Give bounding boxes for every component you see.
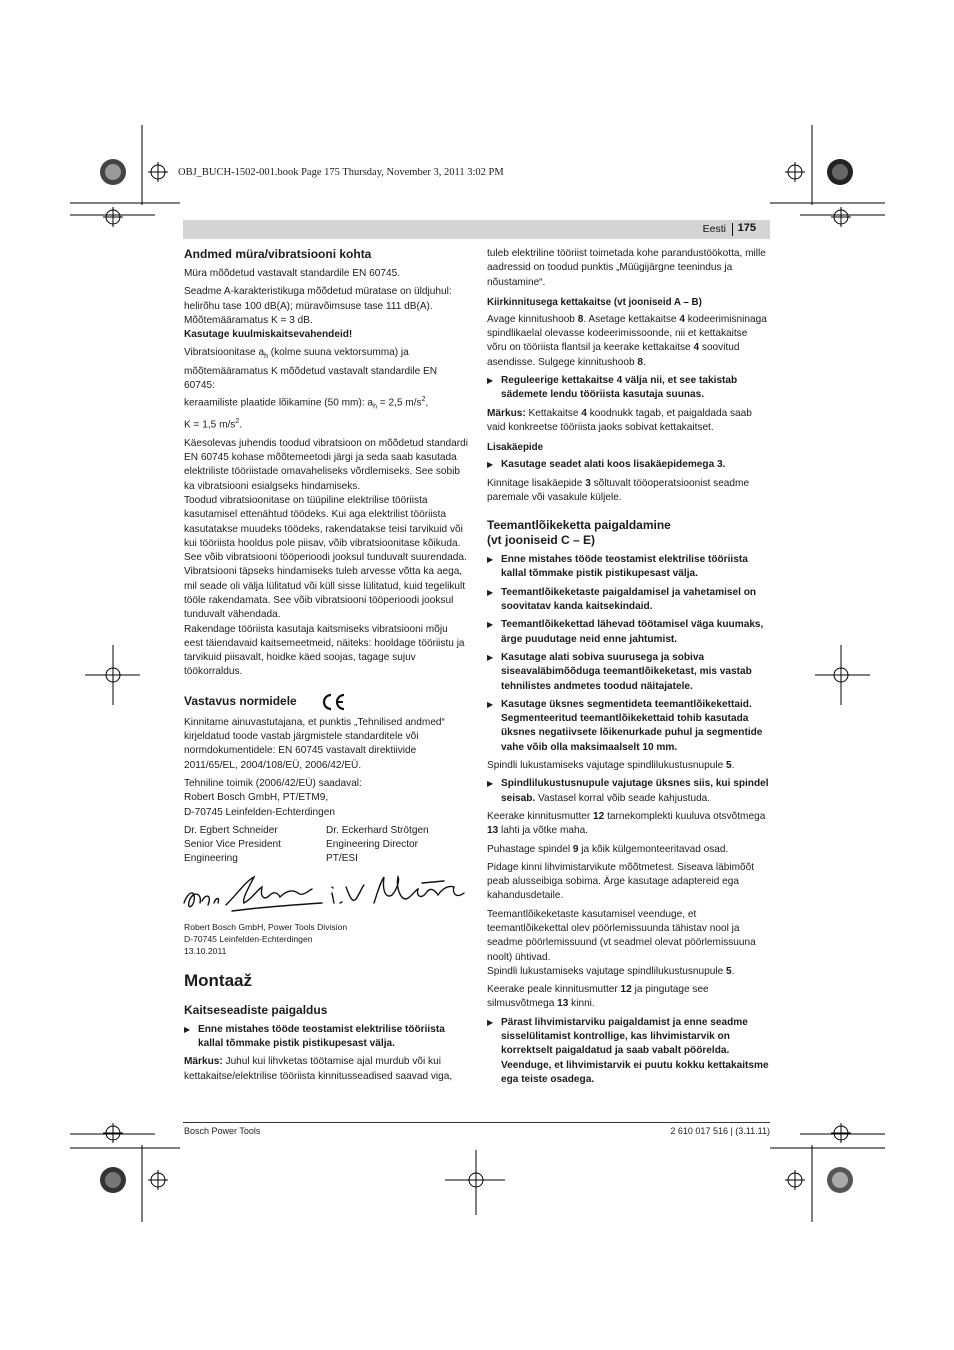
rotation-direction-note: Teemantlõikeketaste kasutamisel veenduge, et teemantlõikekettal olev pöörlemissuunda tähistav nool ja seadme pöörlemissuund (vt seadmel olevat pöörlemissuuna noolt) ühtivad. [487, 908, 756, 963]
noise-levels: Seadme A-karakteristikuga mõõdetud müratase on üldjuhul: helirõhu tase 100 dB(A); müravõimsuse tase 111 dB(A). Mõõtemääramatus K = 3 dB. [184, 286, 452, 326]
triangle-right-icon: ▶ [487, 652, 494, 662]
triangle-right-icon: ▶ [487, 620, 494, 630]
conformity-heading: Vastavus normidele [184, 693, 468, 711]
signer-schneider: Dr. Egbert Schneider Senior Vice President Engineering [184, 824, 281, 865]
diamond-warning-unplug: ▶ Enne mistahes tööde teostamist elektrilise tööriista kallal tõmmake pistik pistikupesast välja. [487, 554, 748, 580]
technical-file: Tehniline toimik (2006/42/EÜ) saadaval: Robert Bosch GmbH, PT/ETM9, D-70745 Leinfelden-Echterdingen [184, 777, 362, 818]
signatories [184, 824, 468, 867]
diamond-disc-heading: Teemantlõikeketta paigaldamine (vt jooniseid C – E) [487, 518, 671, 548]
quick-clamp-heading: Kiirkinnitusega kettakaitse (vt jooniseid A – B) [487, 296, 702, 308]
final-check-warning: ▶ Pärast lihvimistarviku paigaldamist ja enne seadme sisselülitamist kontrollige, kas lihvimistarvik on korrektselt paigaldatud ja saab vabalt pöörelda. Veenduge, et lihvimistarvik ei puutu kokku kettakaitsme ega teiste osadega. [487, 1016, 769, 1085]
aux-handle-instructions: Kinnitage lisakäepide 3 sõltuvalt tööoperatsioonist seadme paremale või vasakule küljele. [487, 477, 750, 503]
handwritten-signatures [182, 873, 466, 915]
noise-standard: Müra mõõdetud vastavalt standardile EN 60745. [184, 268, 401, 279]
vibration-para-1: Käesolevas juhendis toodud vibratsioon on mõõdetud standardi EN 60745 kohase mõõtemeetodi järgi ja seda saab kasutada elektriliste tööriistade omavaheliseks võrdlemiseks. See sobib ka vibratsiooni esialgseks hindamiseks. [184, 437, 468, 492]
header-divider [732, 223, 733, 236]
diamond-warning-gloves: ▶ Teemantlõikeketaste paigaldamisel ja vahetamisel on soovitatav kanda kaitsekindaid. [487, 586, 757, 613]
unplug-warning: ▶ Enne mistahes tööde teostamist elektrilise tööriista kallal tõmmake pistik pistikupesast välja. [184, 1023, 445, 1050]
signer-stroetgen: Dr. Eckerhard Strötgen Engineering Director PT/ESI [326, 824, 429, 865]
conformity-statement: Kinnitame ainuvastutajana, et punktis „Tehnilised andmed“ kirjeldatud toode vastab järgmistele standarditele või normdokumentidele: EN 60745 vastavalt direktiivide 2011/65/EL, 2004/108/EÜ, 2006/42/EÜ. [184, 716, 445, 771]
diamond-warning-hot: ▶ Teemantlõikekettad lähevad töötamisel väga kuumaks, ärge puudutage neid enne jahtumist. [487, 619, 764, 645]
guard-heading: Kaitseseadiste paigaldus [184, 1002, 328, 1017]
triangle-right-icon: ▶ [487, 699, 494, 709]
diamond-warning-segments: ▶ Kasutage üksnes segmentideta teemantlõikekettaid. Segmenteeritud teemantlõikekettaid tohib kasutada üksnes negatiivsete lõikenurkade puhul ja segmentide vahe võib olla maksimaalselt 10 mm. [487, 698, 763, 753]
repair-continuation: tuleb elektriline tööriist toimetada kohe parandustöökotta, mille aadressid on toodud punktis „Müügijärgne teenindus ja nõustamine“. [487, 248, 766, 288]
assembly-heading: Montaaž [184, 970, 252, 990]
dimensions-note: Pidage kinni lihvimistarvikute mõõtmetest. Siseava läbimõõt peab alusseibiga sobima. Ärge kasutage adaptereid ega kahandusdetaile. [487, 861, 755, 902]
triangle-right-icon: ▶ [487, 587, 494, 597]
triangle-right-icon: ▶ [487, 779, 494, 789]
nut-tighten-step: Keerake peale kinnitusmutter 12 ja pingutage see silmusvõtmega 13 kinni. [487, 984, 709, 1010]
aux-handle-heading: Lisakäepide [487, 442, 544, 454]
triangle-right-icon: ▶ [487, 1017, 494, 1027]
nut-removal-step: Keerake kinnitusmutter 12 tarnekomplekti kuuluva otsvõtmega 13 lahti ja võtke maha. [487, 810, 766, 837]
noise-heading: Andmed müra/vibratsiooni kohta [184, 247, 372, 261]
triangle-right-icon: ▶ [487, 460, 494, 470]
footer-doc-number: 2 610 017 516 | (3.11.11) [670, 1126, 770, 1136]
ce-mark-icon [320, 693, 346, 711]
triangle-right-icon: ▶ [184, 1024, 191, 1034]
footer-rule [183, 1122, 770, 1123]
vibration-para-3: Vibratsiooni täpseks hindamiseks tuleb arvesse võtta ka aega, mil seade oli välja lülitatud või küll sisse lülitatud, kuid tegelikult tööle rakendamata. See võib vibratsiooni tööperioodi jooksul tunduvalt vähendada. [184, 566, 466, 621]
footer-brand: Bosch Power Tools [184, 1126, 261, 1136]
triangle-right-icon: ▶ [487, 376, 494, 386]
spindle-lock-warning: ▶ Spindlilukustusnupule vajutage üksnes siis, kui spindel seisab. Vastasel korral võib seade kahjustuda. [487, 778, 769, 804]
spindle-clean-step: Puhastage spindel 9 ja kõik külgemonteeritavad osad. [487, 843, 729, 855]
page-header [183, 220, 770, 239]
diamond-warning-size: ▶ Kasutage alati sobiva suurusega ja sobiva siseavaläbimõõduga teemantlõikeketast, mis vastab tehnilistes andmetes toodud näitajatele. [487, 651, 752, 692]
right-column [487, 247, 769, 1091]
spindle-lock-step: Spindli lukustamiseks vajutage spindlilukustusnupule 5. [487, 760, 735, 772]
spindle-lock-step-2: Spindli lukustamiseks vajutage spindlilukustusnupule 5. [487, 965, 735, 977]
vibration-uncertainty: K = 1,5 $m/s^2$. [184, 418, 243, 431]
aux-handle-warning: ▶ Kasutage seadet alati koos lisakäepidemega 3. [487, 458, 769, 472]
left-column [184, 247, 468, 1088]
quick-clamp-instructions: Avage kinnitushoob 8. Asetage kettakaitse 4 kodeerimisninaga spindlikaelal olevasse kodeerimissoonde, nii et kettakaitse võru on tööriista flantsil ja keerake kettakaitse 4 soovitud asendisse. Sulgege kinnitushoob 8. [487, 313, 767, 368]
hearing-protection-warning: Kasutage kuulmiskaitsevahendeid! [184, 329, 353, 341]
guard-adjust-warning: ▶ Reguleerige kettakaitse 4 välja nii, et see takistab sädemete lendu tööriista kasutaja suunas. [487, 375, 738, 401]
triangle-right-icon: ▶ [487, 555, 494, 565]
guard-note: Märkus: Juhul kui lihvketas töötamise ajal murdub või kui kettakaitse/elektrilise tööriista kinnitusseadised saavad viga, [184, 1056, 453, 1082]
company-address: Robert Bosch GmbH, Power Tools Division D-70745 Leinfelden-Echterdingen 13.10.2011 [184, 921, 348, 956]
header-page-number: 175 [737, 222, 756, 234]
header-language: Eesti [702, 223, 726, 235]
guard-coding-note: Märkus: Kettakaitse 4 koodnukk tagab, et paigaldada saab vaid konkreetse tööriista jaoks sobivat kettakaitset. [487, 407, 752, 433]
vibration-intro: Vibratsioonitase $a_h$ (kolme suuna vektorsumma) ja mõõtemääramatus K mõõdetud vastavalt standardile EN 60745: [184, 347, 438, 392]
vibration-para-2: Toodud vibratsioonitase on tüüpiline elektrilise tööriista kasutamisel ettenähtud töödeks. Kui aga elektrilist tööriista kasutatakse muudeks töödeks, rakendatakse teisi tarvikuid või kui tööriista hooldus pole piisav, võib vibratsioonitase kõikuda. See võib vibratsiooni tööperioodi jooksul tunduvalt suurendada. [184, 494, 467, 564]
book-file-line: OBJ_BUCH-1502-001.book Page 175 Thursday, November 3, 2011 3:02 PM [178, 167, 504, 178]
vibration-value: keraamiliste plaatide lõikamine (50 mm): $a_h = 2,5$ $m/s^2$, [184, 396, 429, 411]
vibration-para-4: Rakendage tööriista kasutaja kaitsmiseks vibratsiooni mõju eest täiendavaid kaitsemeetmeid, näiteks: hooldage tööriistu ja tarvikuid piisavalt, hoidke käed soojas, tagage sujuv töökorraldus. [184, 623, 465, 678]
